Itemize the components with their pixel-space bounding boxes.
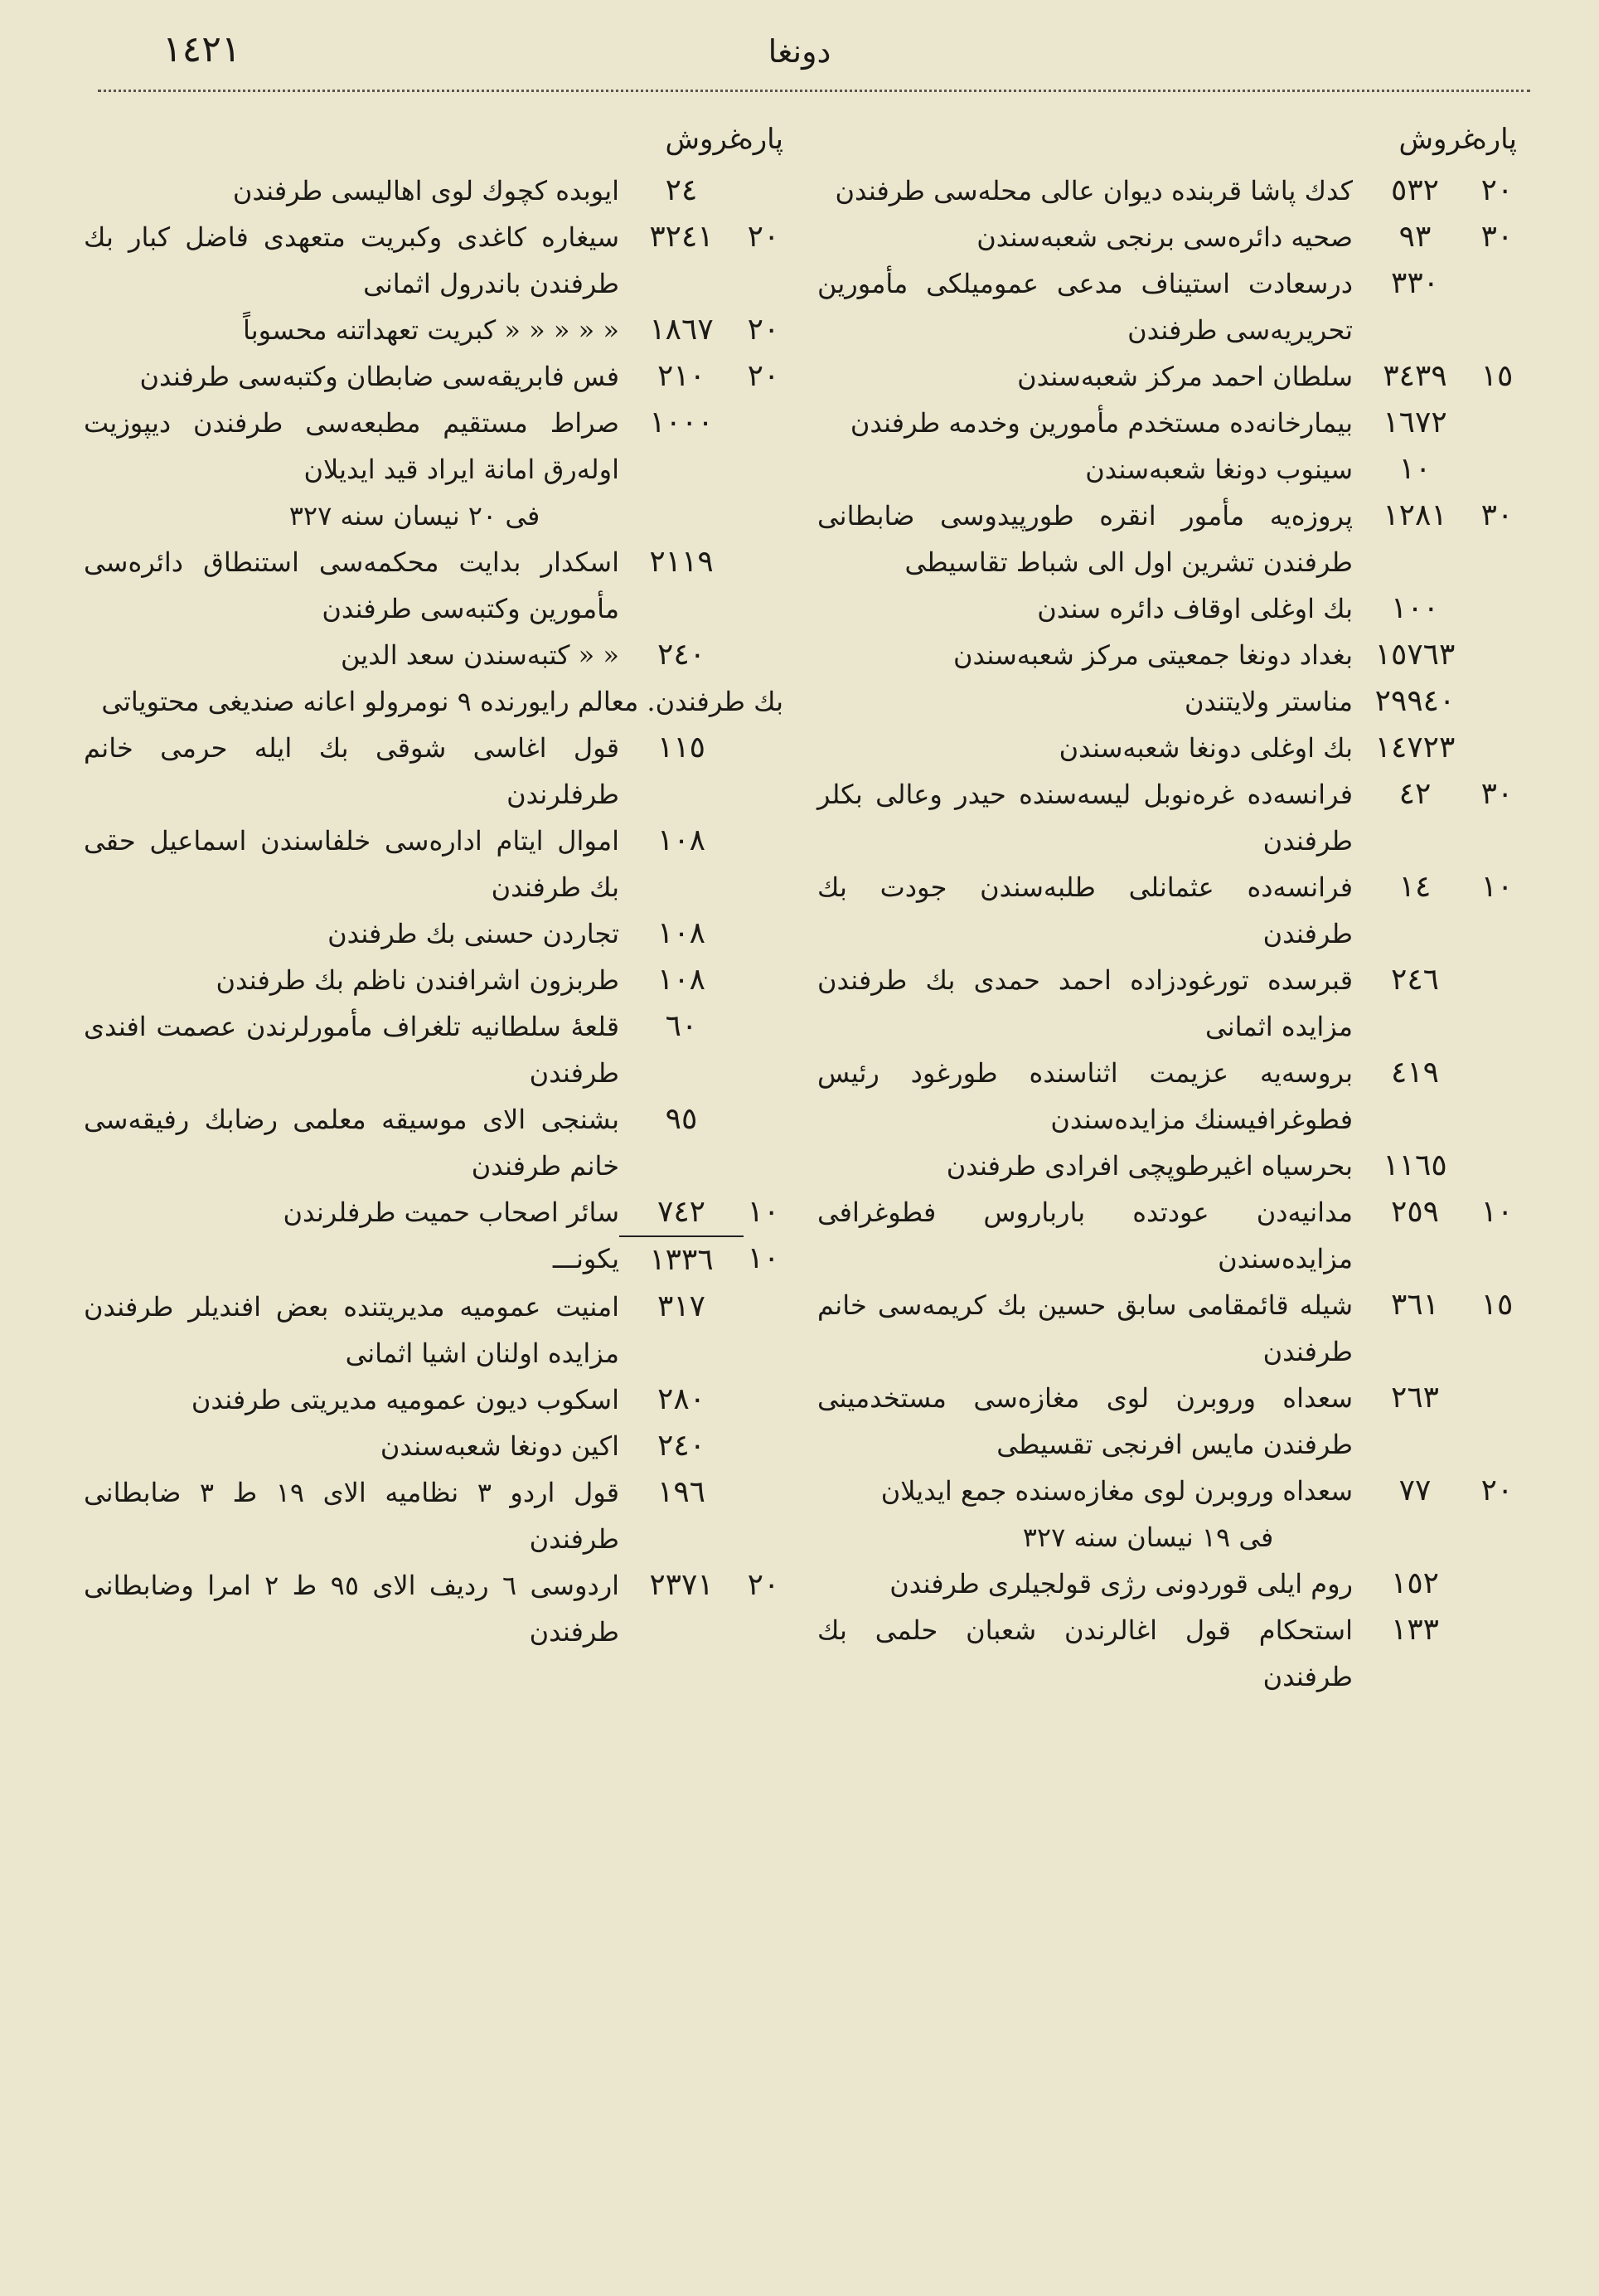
entry-amount: ٦٠ — [665, 1009, 698, 1043]
entry-amount: ١٠٠٠ — [649, 405, 714, 439]
ledger-entry — [79, 632, 783, 678]
entry-amount: ٢٤٠ — [657, 638, 705, 672]
ledger-entry — [79, 1189, 783, 1235]
entry-amount: ٢٤٠ — [657, 1429, 705, 1463]
total-para: ١٠ — [747, 1241, 780, 1275]
entry-description: صراط مستقيم مطبعه‌سى طرفندن ديپوزيت اولەرق امانة ايراد قيد ايديلان — [84, 407, 619, 485]
kurus-header: غروش — [1398, 123, 1477, 156]
ledger-entry — [79, 1284, 783, 1376]
ledger-entry — [79, 1562, 783, 1655]
entry-amount: ١٥٧٦٣ — [1374, 638, 1456, 672]
ledger-entry — [812, 400, 1517, 446]
ledger-entry — [812, 1607, 1517, 1700]
entry-amount: ٢١٠ — [657, 359, 705, 393]
entry-description: طربزون اشرافندن ناظم بك طرفندن — [216, 964, 619, 996]
ledger-entry — [812, 678, 1517, 725]
ledger-entry — [812, 725, 1517, 771]
entry-amount: ٣١٧ — [657, 1289, 705, 1323]
ledger-entry — [79, 307, 783, 353]
right-column — [812, 123, 1517, 1700]
ledger-entry — [812, 1143, 1517, 1189]
entry-amount: ٢٨٠ — [657, 1382, 705, 1416]
entry-amount: ١٠٨ — [657, 823, 705, 857]
entry-para: ١٥ — [1480, 359, 1514, 393]
entry-description: سعداه وروبرن لوى مغازه‌سنده جمع ايديلان — [880, 1475, 1353, 1507]
ledger-entry — [812, 957, 1517, 1050]
entry-description: سيغاره كاغدى وكبريت متعهدى فاضل كبار بك طرفندن باندرول اثمانى — [84, 221, 619, 299]
ledger-entry — [812, 1282, 1517, 1375]
entry-amount: ٧٤٢ — [657, 1195, 705, 1229]
ledger-entry — [812, 1375, 1517, 1468]
entry-para: ٢٠ — [1480, 173, 1514, 207]
entry-description: بشنجى الاى موسيقه معلمى رضابك رفيقه‌سى خانم طرفندن — [84, 1104, 619, 1182]
entry-description: فس فابريقه‌سى ضابطان وكتبه‌سى طرفندن — [139, 361, 619, 392]
entry-description: « « كتبه‌سندن سعد الدين — [340, 639, 619, 671]
total-amount: ١٣٣٦ — [619, 1235, 744, 1284]
entry-description: استحكام قول اغالرندن شعبان حلمى بك طرفندن — [817, 1614, 1353, 1692]
header-divider — [98, 90, 1530, 92]
entry-amount: ٣٦١ — [1390, 1288, 1439, 1322]
entry-description: قول اغاسى شوقى بك ايله حرمى خانم طرفلرندن — [84, 732, 619, 810]
entry-description: درسعادت استيناف مدعى عموميلكى مأمورين تحريريه‌سى طرفندن — [817, 268, 1353, 346]
entry-description: تجاردن حسنى بك طرفندن — [327, 918, 619, 949]
entry-amount: ٢٤ — [665, 173, 698, 207]
entry-para: ٢٠ — [747, 313, 780, 347]
ledger-entry — [812, 353, 1517, 400]
entry-amount: ٤١٩ — [1390, 1056, 1439, 1090]
entry-amount: ١٠٨ — [657, 963, 705, 997]
entry-para: ٢٠ — [1480, 1473, 1514, 1507]
ledger-entry — [79, 910, 783, 957]
entry-description: پروزه‌يه مأمور انقره طورپيدوسى ضابطانى طرفندن تشرين اول الى شباط تقاسيطى — [817, 500, 1353, 578]
ledger-entry — [79, 957, 783, 1003]
entry-description: صحيه دائره‌سى برنجى شعبه‌سندن — [976, 221, 1353, 253]
entry-description: بروسه‌يه عزيمت اثناسنده طورغود رئيس فطوغرافيسنك مزايده‌سندن — [817, 1057, 1353, 1135]
entry-amount: ١٥٢ — [1390, 1566, 1439, 1600]
entry-amount: ٣٣٠ — [1390, 266, 1439, 300]
entry-description: اردوسى ٦ رديف الاى ٩٥ ط ٢ امرا وضابطانى طرفندن — [84, 1570, 620, 1648]
entry-para: ١٠ — [747, 1195, 780, 1229]
column-header — [812, 123, 1517, 167]
entry-description: سلطان احمد مركز شعبه‌سندن — [1017, 361, 1353, 392]
entry-description: مناستر ولايتندن — [1184, 686, 1353, 717]
entry-para: ٣٠ — [1480, 777, 1514, 811]
entry-para: ٣٠ — [1480, 498, 1514, 532]
ledger-entry — [79, 353, 783, 400]
entry-amount: ٧٧ — [1398, 1473, 1432, 1507]
ledger-entry — [812, 1050, 1517, 1143]
entry-para: ١٥ — [1480, 1288, 1514, 1322]
entry-description: كدك پاشا قربنده ديوان عالى محله‌سى طرفندن — [835, 175, 1353, 206]
column-header — [79, 123, 783, 167]
ledger-entry — [79, 818, 783, 910]
entry-amount: ٢٦٣ — [1390, 1381, 1439, 1415]
ledger-entry — [812, 214, 1517, 260]
entry-description: اموال ايتام اداره‌سى خلفاسندن اسماعيل حقى بك طرفندن — [84, 825, 619, 903]
entry-description: فرانسه‌ده عثمانلى طلبه‌سندن جودت بك طرفندن — [817, 871, 1353, 949]
entry-description: قبرسده تورغودزاده احمد حمدى بك طرفندن مزايده اثمانى — [817, 964, 1353, 1042]
entry-para: ٢٠ — [747, 359, 780, 393]
entry-description: سائر اصحاب حميت طرفلرندن — [283, 1197, 619, 1228]
ledger-entry — [79, 1423, 783, 1469]
entry-description: امنيت عموميه مديريتنده بعض افنديلر طرفندن مزايده اولنان اشيا اثمانى — [84, 1291, 619, 1369]
kurus-header: غروش — [665, 123, 744, 156]
entry-description: سعداه وروبرن لوى مغازه‌سى مستخدمينى طرفندن مايس افرنجى تقسيطى — [817, 1382, 1353, 1460]
entry-para: ١٠ — [1480, 870, 1514, 904]
ledger-entry — [812, 771, 1517, 864]
entry-amount: ١٦٧٢ — [1383, 405, 1447, 439]
ledger-entry — [79, 725, 783, 818]
ledger-entry — [812, 1561, 1517, 1607]
entry-amount: ٣٢٤١ — [649, 220, 714, 254]
entry-description: بغداد دونغا جمعيتى مركز شعبه‌سندن — [953, 639, 1353, 671]
ledger-entry — [812, 446, 1517, 493]
entry-description: مدانيه‌دن عودتده بارباروس فطوغرافى مزايده‌سندن — [817, 1197, 1353, 1274]
entry-amount: ٥٣٢ — [1390, 173, 1439, 207]
entry-amount: ١٠٨ — [657, 916, 705, 950]
entry-description: اسكوب ديون عموميه مديريتى طرفندن — [191, 1384, 619, 1415]
entry-amount: ٤٢ — [1398, 777, 1432, 811]
entry-amount: ٢٤٦ — [1390, 963, 1439, 997]
entry-description: فرانسه‌ده غره‌نوبل ليسه‌سنده حيدر وعالى بكلر طرفندن — [817, 779, 1353, 857]
entry-amount: ٢١١٩ — [649, 545, 714, 579]
ledger-entry — [79, 1376, 783, 1423]
ledger-entry — [812, 1189, 1517, 1282]
ledger-entry — [79, 1096, 783, 1189]
entry-description: شيله قائمقامى سابق حسين بك كريمه‌سى خانم طرفندن — [817, 1289, 1353, 1367]
entry-amount: ١١٥ — [657, 731, 705, 765]
entry-description: بحرسياه اغيرطوپچى افرادى طرفندن — [946, 1150, 1353, 1182]
date-line: فى ٢٠ نيسان سنه ٣٢٧ — [288, 500, 540, 532]
entry-description: بك اوغلى اوقاف دائره سندن — [1037, 593, 1353, 624]
ledger-entry — [812, 585, 1517, 632]
ledger-entry — [812, 632, 1517, 678]
entry-amount: ١٢٨١ — [1383, 498, 1447, 532]
entry-description: قلعهٔ سلطانيه تلغراف مأمورلرندن عصمت افندى طرفندن — [84, 1011, 619, 1089]
ledger-entry — [79, 1469, 783, 1562]
entry-amount: ٩٥ — [665, 1102, 698, 1136]
ledger-entry — [812, 493, 1517, 585]
entry-amount: ١٤٧٢٣ — [1374, 731, 1456, 765]
left-column — [79, 123, 783, 1655]
ledger-entry — [79, 167, 783, 214]
entry-amount: ١٠٠ — [1390, 591, 1439, 625]
entry-para: ٣٠ — [1480, 220, 1514, 254]
entry-para: ٢٠ — [747, 220, 780, 254]
ledger-entry — [812, 260, 1517, 353]
entry-amount: ١٩٦ — [657, 1475, 705, 1509]
entry-para: ٢٠ — [747, 1568, 780, 1602]
date-line: فى ١٩ نيسان سنه ٣٢٧ — [1022, 1522, 1274, 1553]
para-header: پاره — [738, 123, 783, 156]
entry-amount: ١١٦٥ — [1383, 1148, 1447, 1182]
ledger-entry — [812, 864, 1517, 957]
entry-amount: ٢٥٩ — [1390, 1195, 1439, 1229]
para-header: پاره — [1471, 123, 1517, 156]
entry-description: سينوب دونغا شعبه‌سندن — [1085, 454, 1353, 485]
total-row — [79, 1235, 783, 1284]
entry-amount: ١٤ — [1398, 870, 1432, 904]
entry-description: روم ايلى قوردونى رژى قولجيلرى طرفندن — [889, 1568, 1353, 1599]
total-label: يكونـــ — [552, 1243, 619, 1274]
entry-description: اكين دونغا شعبه‌سندن — [380, 1430, 619, 1462]
entry-amount: ٣٤٣٩ — [1383, 359, 1447, 393]
ledger-entry — [79, 214, 783, 307]
entry-description: بيمارخانه‌ده مستخدم مأمورين وخدمه طرفندن — [850, 407, 1353, 439]
ledger-entry — [812, 167, 1517, 214]
entry-description: اسكدار بدايت محكمه‌سى استنطاق دائره‌سى مأمورين وكتبه‌سى طرفندن — [84, 546, 619, 624]
entry-amount: ١٣٣ — [1390, 1613, 1439, 1647]
entry-description: ايوبده كچوك لوى اهاليسى طرفندن — [232, 175, 619, 206]
entry-description: بك اوغلى دونغا شعبه‌سندن — [1059, 732, 1353, 764]
page-title: دونغا — [768, 33, 831, 70]
entry-amount: ٢٣٧١ — [649, 1568, 714, 1602]
entry-para: ١٠ — [1480, 1195, 1514, 1229]
ledger-entry — [79, 400, 783, 493]
entry-amount: ١٨٦٧ — [649, 313, 714, 347]
continuation-line: بك طرفندن. معالم رايورنده ٩ نومرولو اعانه صنديغى محتوياتى — [101, 686, 783, 717]
entry-amount: ٢٩٩٤٠ — [1374, 684, 1456, 718]
ledger-entry — [812, 1468, 1517, 1514]
ledger-entry — [79, 1003, 783, 1096]
page-number: ١٤٢١ — [162, 28, 241, 70]
entry-description: « « « « « كبريت تعهداتنه محسوباً — [243, 314, 619, 346]
entry-amount: ١٠ — [1398, 452, 1432, 486]
entry-description: قول اردو ٣ نظاميه الاى ١٩ ط ٣ ضابطانى طرفندن — [84, 1477, 620, 1555]
ledger-entry — [79, 539, 783, 632]
entry-amount: ٩٣ — [1398, 220, 1432, 254]
